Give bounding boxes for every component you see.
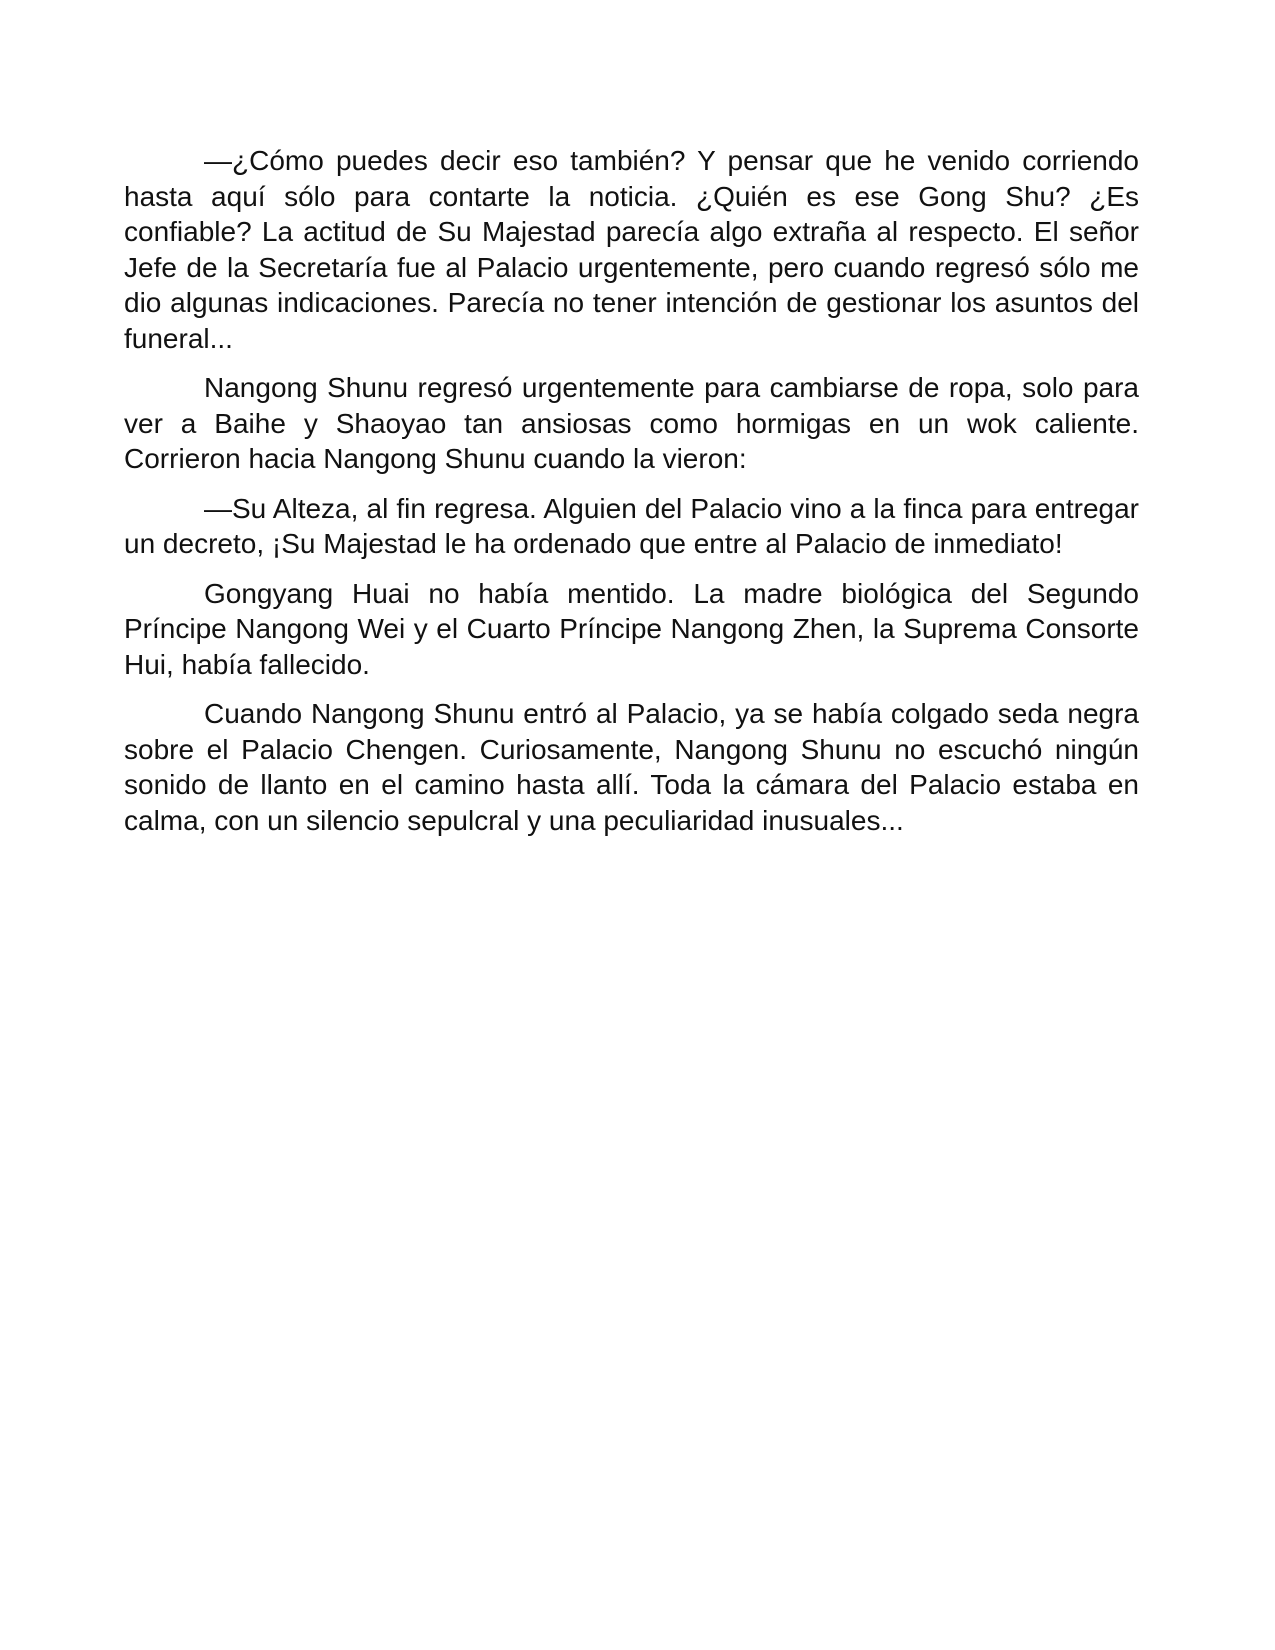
document-page bbox=[124, 143, 1139, 852]
paragraph: —Su Alteza, al fin regresa. Alguien del Palacio vino a la finca para entregar un decreto, ¡Su Majestad le ha ordenado que entre al Palacio de inmediato! bbox=[124, 492, 1139, 559]
paragraph: Nangong Shunu regresó urgentemente para cambiarse de ropa, solo para ver a Baihe y Shaoyao tan ansiosas como hormigas en un wok caliente. Corrieron hacia Nangong Shunu cuando la vieron: bbox=[124, 372, 1139, 474]
paragraph: —¿Cómo puedes decir eso también? Y pensar que he venido corriendo hasta aquí sólo para contarte la noticia. ¿Quién es ese Gong Shu? ¿Es confiable? La actitud de Su Majestad parecía algo extraña al respecto. El señor Jefe de la Secretaría fue al Palacio urgentemente, pero cuando regresó sólo me dio algunas indicaciones. Parecía no tener intención de gestionar los asuntos del funeral... bbox=[124, 145, 1139, 354]
paragraph: Cuando Nangong Shunu entró al Palacio, ya se había colgado seda negra sobre el Palacio Chengen. Curiosamente, Nangong Shunu no escuchó ningún sonido de llanto en el camino hasta allí. Toda la cámara del Palacio estaba en calma, con un silencio sepulcral y una peculiaridad inusuales... bbox=[124, 698, 1139, 836]
paragraph: Gongyang Huai no había mentido. La madre biológica del Segundo Príncipe Nangong Wei y el Cuarto Príncipe Nangong Zhen, la Suprema Consorte Hui, había fallecido. bbox=[124, 577, 1139, 680]
